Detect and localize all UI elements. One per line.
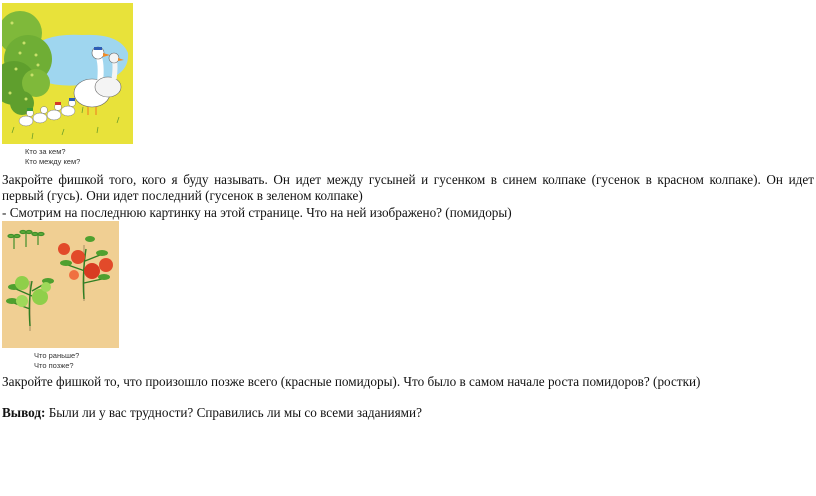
tomato-illustration-art bbox=[2, 221, 119, 348]
instruction-paragraph-line1: Закройте фишкой того, кого я буду называть. Он идет между гусыней и гусенком в синем колпаке (гусенок в красном колпаке). Он идет bbox=[2, 172, 814, 187]
tomato-illustration bbox=[2, 221, 119, 348]
geese-caption-line2: Кто между кем? bbox=[25, 157, 81, 166]
geese-illustration-art bbox=[2, 3, 133, 144]
tomato-caption-line2: Что позже? bbox=[34, 361, 74, 370]
tomato-question-paragraph: Закройте фишкой то, что произошло позже всего (красные помидоры). Что было в самом начале роста помидоров? (ростки) bbox=[2, 374, 701, 389]
question-paragraph: - Смотрим на последнюю картинку на этой странице. Что на ней изображено? (помидоры) bbox=[2, 205, 512, 220]
conclusion-paragraph bbox=[2, 404, 814, 421]
tomato-caption-line1: Что раньше? bbox=[34, 351, 80, 360]
geese-caption-line1: Кто за кем? bbox=[25, 147, 66, 156]
instruction-paragraph-line2: первый (гусь). Они идет последний (гусенок в зеленом колпаке) bbox=[2, 188, 363, 203]
geese-illustration bbox=[2, 3, 133, 144]
conclusion-text: Были ли у вас трудности? Справились ли мы со всеми заданиями? bbox=[45, 405, 422, 420]
conclusion-label: Вывод: bbox=[2, 405, 46, 420]
